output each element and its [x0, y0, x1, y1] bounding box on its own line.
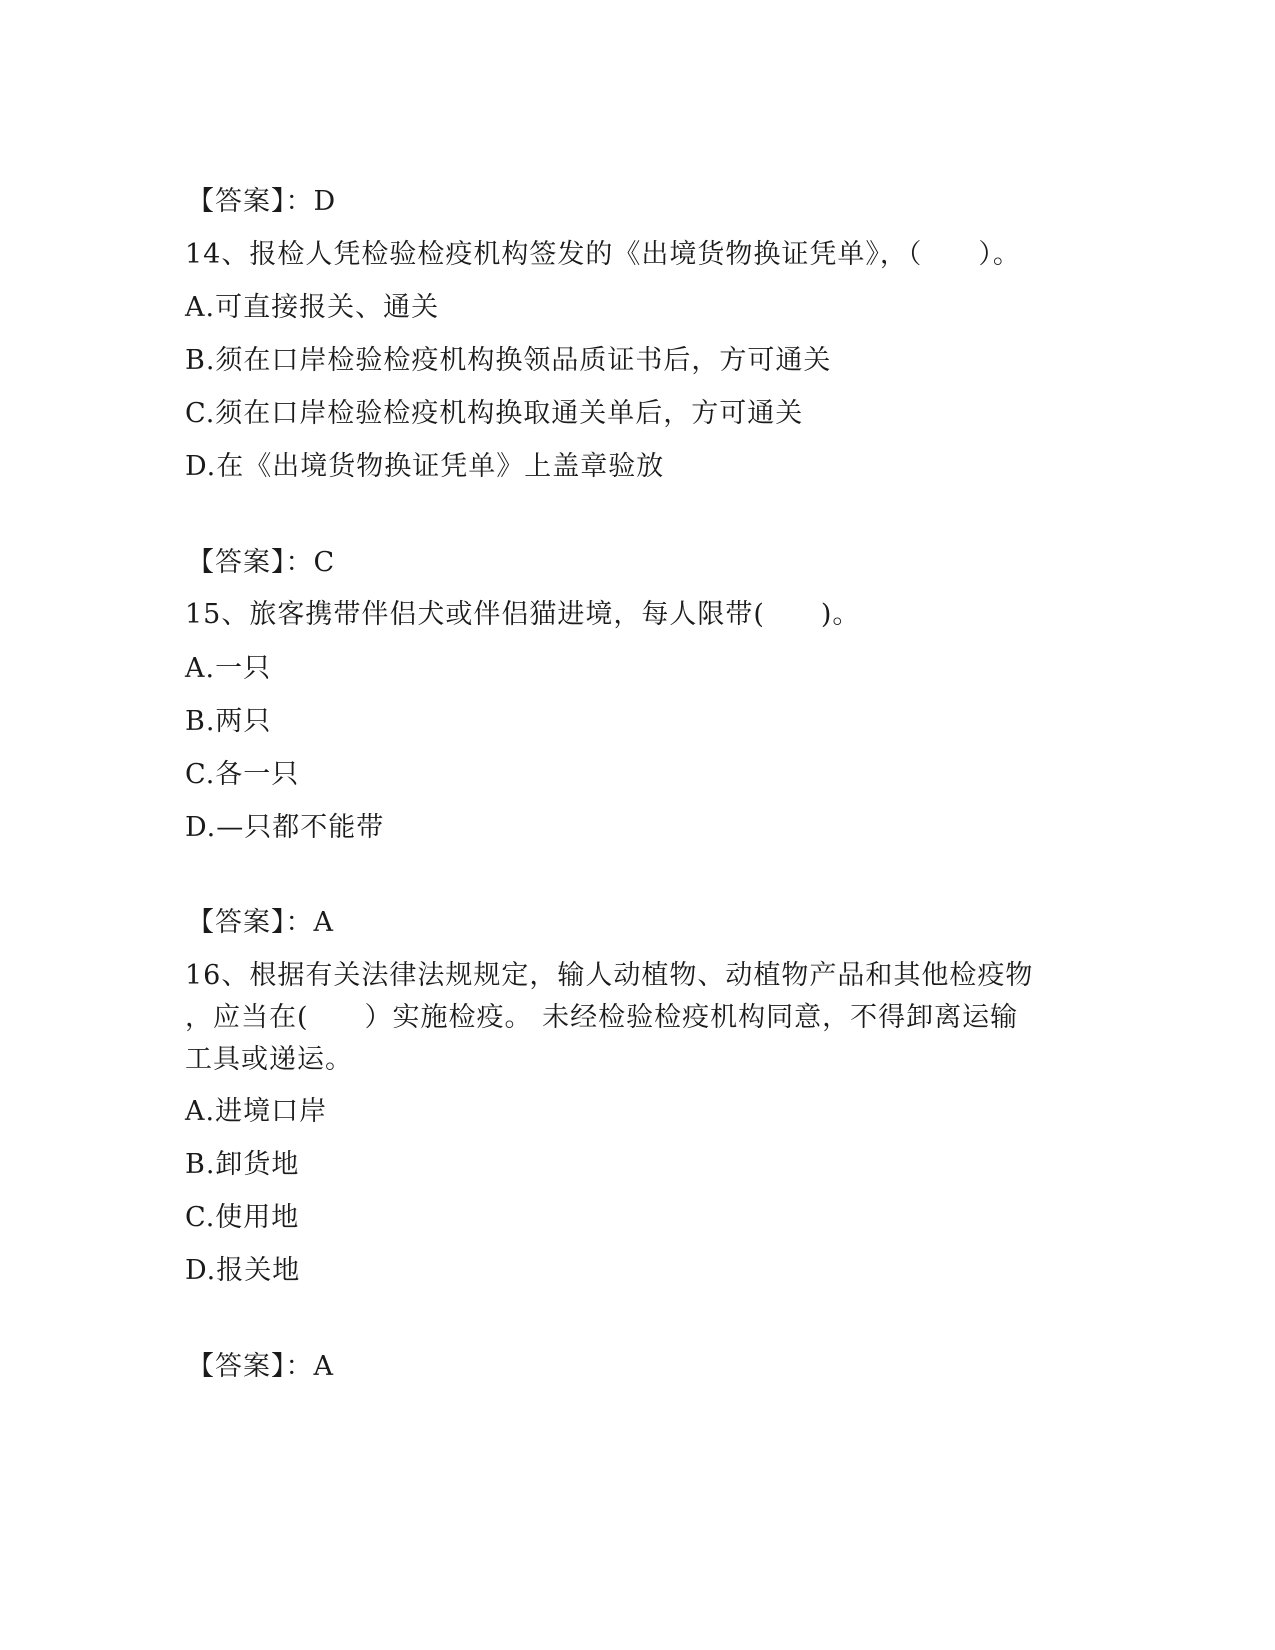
answer-q15: 【答案】：A [187, 907, 334, 938]
answer-q13: 【答案】：D [187, 186, 337, 217]
question-14-option-b: B.须在口岸检验检疫机构换领品质证书后，方可通关 [185, 345, 832, 376]
question-15-option-d: D.—只都不能带 [185, 812, 385, 843]
question-14-stem: 14、报检人凭检验检疫机构签发的《出境货物换证凭单》，（ ）。 [185, 239, 1021, 270]
answer-q16: 【答案】：A [187, 1351, 334, 1382]
question-15-stem: 15、旅客携带伴侣犬或伴侣猫进境，每人限带( )。 [185, 599, 861, 630]
question-15-option-a: A.一只 [185, 653, 272, 684]
question-16-stem-line-2: ，应当在( ）实施检疫。 未经检验检疫机构同意，不得卸离运输 [185, 1002, 1019, 1033]
question-16-option-b: B.卸货地 [185, 1149, 300, 1180]
question-16-stem-line-3: 工具或递运。 [185, 1044, 353, 1075]
question-16-option-c: C.使用地 [185, 1202, 300, 1233]
answer-q14: 【答案】：C [187, 547, 336, 578]
question-15-option-b: B.两只 [185, 706, 272, 737]
question-16-option-d: D.报关地 [185, 1255, 301, 1286]
question-16-option-a: A.进境口岸 [185, 1096, 328, 1127]
question-14-option-d: D.在《出境货物换证凭单》上盖章验放 [185, 451, 665, 482]
question-16-stem-line-1: 16、根据有关法律法规规定，输人动植物、动植物产品和其他检疫物 [185, 960, 1034, 991]
question-15-option-c: C.各一只 [185, 759, 300, 790]
question-14-option-c: C.须在口岸检验检疫机构换取通关单后，方可通关 [185, 398, 804, 429]
question-14-option-a: A.可直接报关、通关 [185, 292, 440, 323]
